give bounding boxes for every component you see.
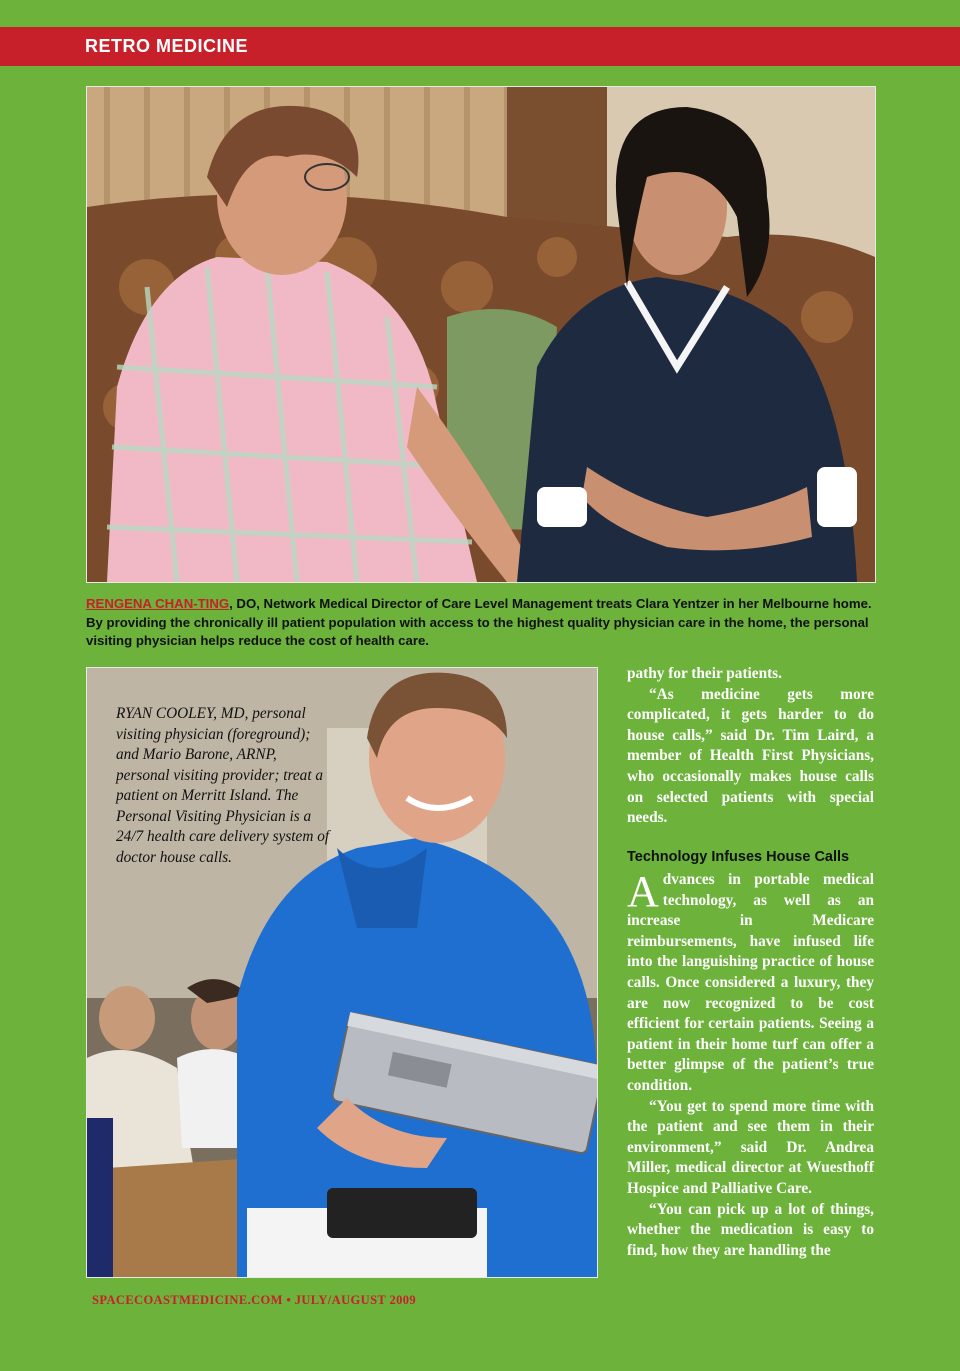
photo2-caption: RYAN COOLEY, MD, personal visiting physician (foreground); and Mario Barone, ARNP, personal visiting provider; treat a patient on Merritt Island. The Personal Visiting Physician is a 24/7 health care delivery system of doctor house calls. — [116, 705, 330, 866]
article-paragraph: “You get to spend more time with the patient and see them in their environment,” said Dr. Andrea Miller, medical director at Wuesthoff Hospice and Palliative Care. — [627, 1097, 874, 1197]
caption-text: , DO, Network Medical Director of Care Level Management treats Clara Yentzer in her Melbourne home. By providing the chronically ill patient population with access to the highest quality physician care in the home, the personal visiting physician helps reduce the cost of health care. — [86, 596, 872, 648]
article-paragraph: “As medicine gets more complicated, it gets harder to do house calls,” said Dr. Tim Laird, a member of Health First Physicians, who occasionally makes house calls on selected patients with special needs. — [627, 685, 874, 827]
article-subhead: Technology Infuses House Calls — [627, 849, 850, 865]
drop-cap: A — [627, 867, 659, 916]
article-paragraph-text: dvances in portable medical technology, as well as an increase in Medicare reimbursements, have infused life into the languishing practice of house calls. Once considered a luxury, they are now recognized to be cost efficient for certain patients. Seeing a patient in their home turf can offer a better glimpse of the patient’s true condition. — [627, 871, 874, 1094]
article-paragraph: pathy for their patients. — [627, 665, 782, 682]
article-column-bottom — [627, 867, 874, 1261]
caption-person-name: RENGENA CHAN-TING — [86, 596, 230, 611]
page-footer: SPACECOASTMEDICINE.COM • JULY/AUGUST 2009 — [92, 1293, 417, 1307]
photo1-illustration — [87, 87, 875, 582]
article-paragraph: “You can pick up a lot of things, whether the medication is easy to find, how they are handling the — [627, 1200, 874, 1259]
section-header — [0, 27, 960, 66]
top-strip — [0, 0, 960, 26]
photo1-caption — [86, 595, 876, 651]
section-title: RETRO MEDICINE — [85, 36, 249, 56]
article-column-top — [627, 664, 874, 829]
photo-doctor-patient-sofa — [86, 86, 876, 583]
article-paragraph-dropcap — [627, 867, 874, 1097]
